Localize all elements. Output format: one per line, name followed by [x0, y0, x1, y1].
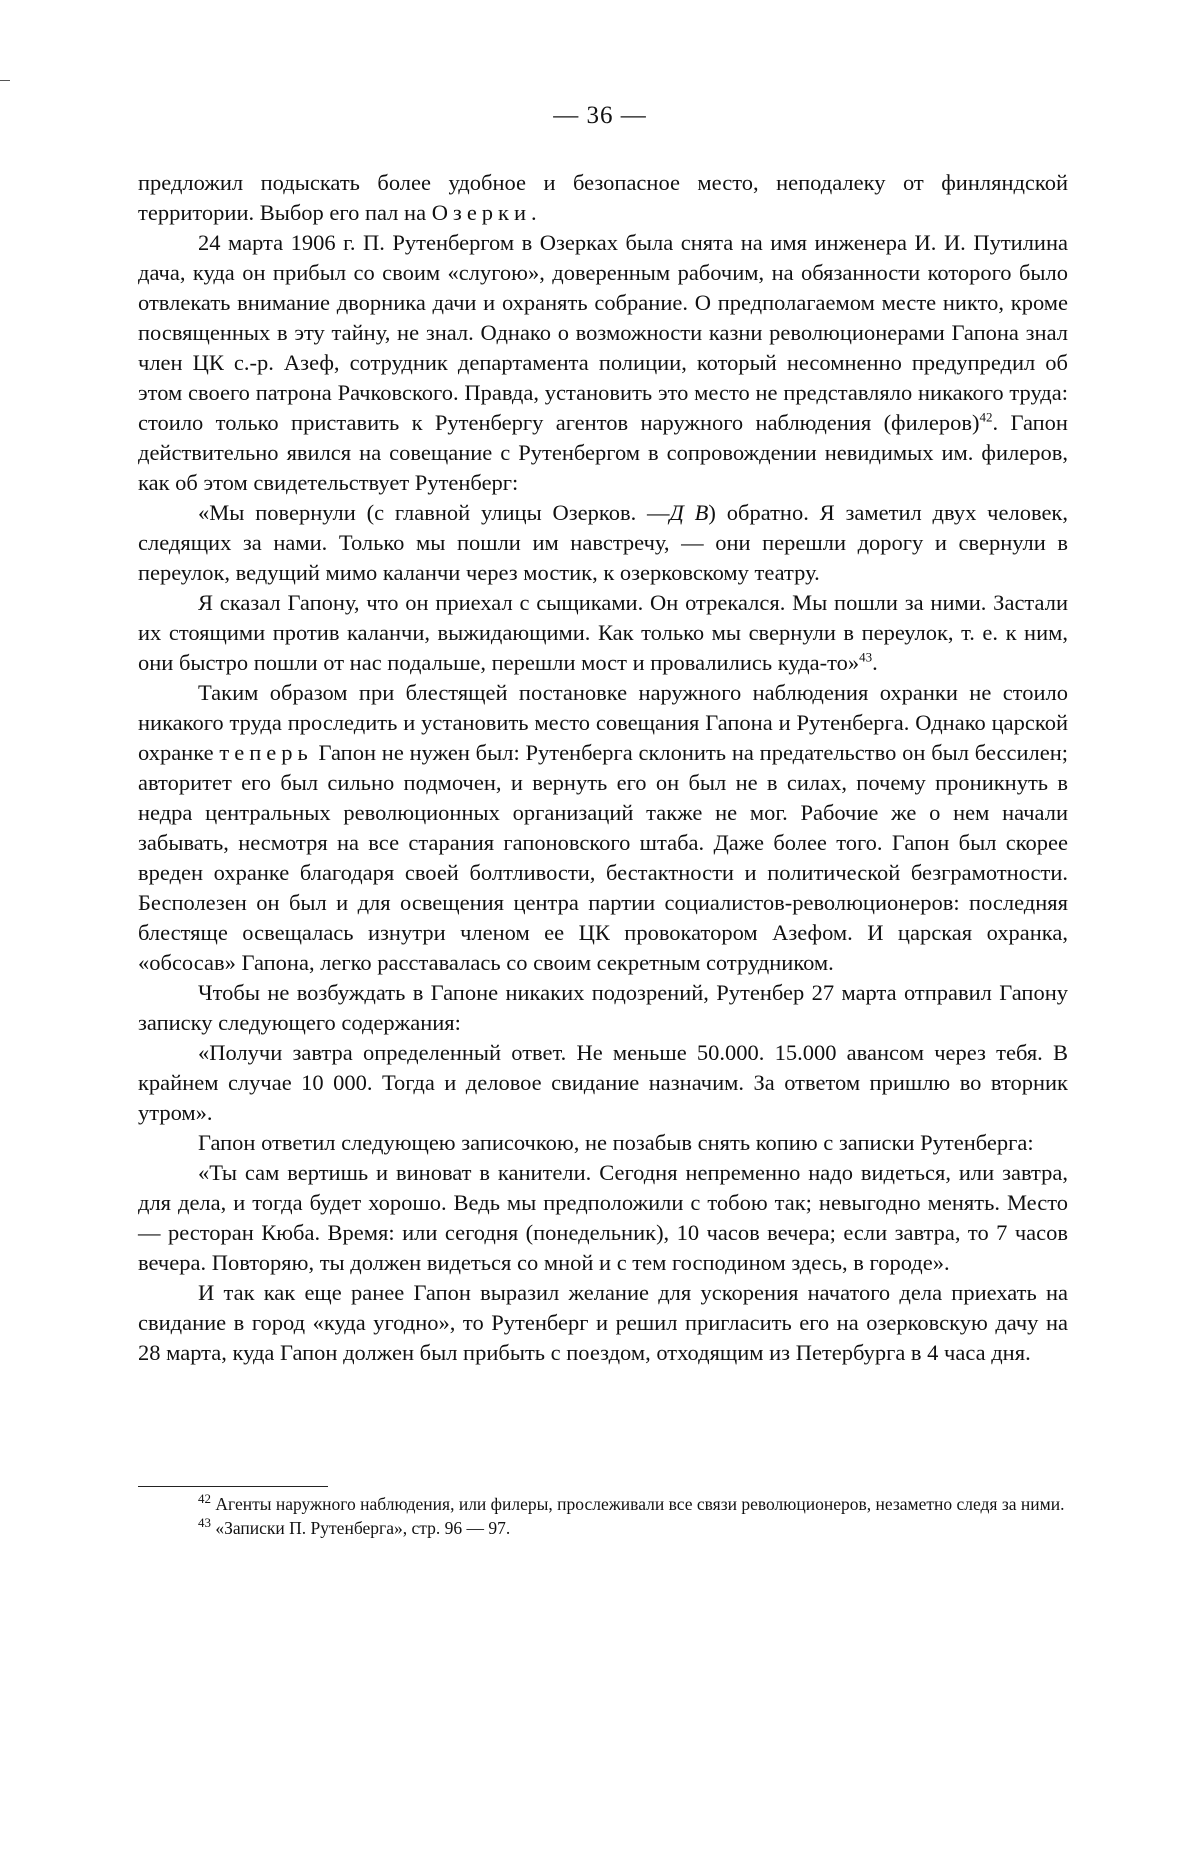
initials-italic: Д В [669, 500, 709, 525]
spaced-emphasis: теперь [219, 740, 313, 765]
paragraph-6: И так как еще ранее Гапон выразил желание для ускорения начатого дела приехать на свидание в город «куда угодно», то Рутенберг и решил пригласить его на озерковскую дачу на 28 марта, куда Гапон должен был прибыть с поездом, отходящим из Петербурга в 4 часа дня. [138, 1280, 1068, 1365]
footnote-42: $^{42}$ Агенты наружного наблюдения, или филеры, прослеживали все связи революционеров, незаметно следя за ними. [198, 1491, 1065, 1514]
footnote-ref-42: 42 [979, 409, 993, 425]
paragraph-5: Гапон ответил следующею записочкою, не позабыв снять копию с записки Рутенберга: [198, 1130, 1034, 1155]
quote-paragraph-1: «Мы повернули (с главной улицы Озерков. —Д В) обратно. Я заметил двух человек, следящих за нами. Только мы пошли им навстречу, — они перешли дорогу и свернули в переулок, ведущий мимо каланчи через мостик, к озерковскому театру. [138, 500, 1068, 585]
page-number: — 36 — [553, 102, 647, 129]
paragraph-2: 24 марта 1906 г. П. Рутенбергом в Озерках была снята на имя инженера И. И. Путилина дача, куда он прибыл со своим «слугою», доверенным рабочим, на обязанности которого было отвлекать внимание дворника дачи и охранять собрание. О предполагаемом месте никто, кроме посвященных в эту тайну, не знал. Однако о возможности казни революционерами Гапона знал член ЦК с.-р. Азеф, сотрудник департамента полиции, который несомненно предупредил об этом своего патрона Рачковского. Правда, установить это место не представляло никакого труда: стоило только приставить к Рутенбергу агентов наружного наблюдения (филеров)$^{42}$. Гапон действительно явился на совещание с Рутенбергом в сопровождении невидимых им. филеров, как об этом свидетельствует Рутенберг: [138, 230, 1068, 495]
note-quote: «Получи завтра определенный ответ. Не меньше 50.000. 15.000 авансом через тебя. В крайнем случае 10 000. Тогда и деловое свидание назначим. За ответом пришлю во вторник утром». [138, 1040, 1068, 1125]
footnote-ref-43: 43 [859, 649, 873, 665]
quote-paragraph-2: Я сказал Гапону, что он приехал с сыщиками. Он отрекался. Мы пошли за ними. Застали их стоящими против каланчи, выжидающими. Как только мы свернули в переулок, т. е. к ним, они быстро пошли от нас подальше, перешли мост и провалились куда-то»$^{43}$. [138, 590, 1068, 675]
paragraph-4: Чтобы не возбуждать в Гапоне никаких подозрений, Рутенбер 27 марта отправил Гапону записку следующего содержания: [138, 980, 1068, 1035]
footnotes [138, 1492, 1068, 1540]
footnote-marker: 42 [198, 1491, 211, 1507]
body-text [138, 168, 1068, 1368]
scan-edge-mark [0, 80, 10, 81]
paragraph-1: предложил подыскать более удобное и безопасное место, неподалеку от финляндской территории. Выбор его пал на Озерки. [138, 170, 1068, 225]
footnote-divider [138, 1486, 328, 1487]
footnote-marker: 43 [198, 1515, 211, 1531]
paragraph-3: Таким образом при блестящей постановке наружного наблюдения охранки не стоило никакого труда проследить и установить место совещания Гапона и Рутенберга. Однако царской охранке теперь Гапон не нужен был: Рутенберга склонить на предательство он был бессилен; авторитет его был сильно подмочен, и вернуть его он был не в силах, почему проникнуть в недра центральных революционных организаций также не мог. Рабочие же о нем начали забывать, несмотря на все старания гапоновского штаба. Даже более того. Гапон был скорее вреден охранке благодаря своей болтливости, бестактности и политической безграмотности. Бесполезен он был и для освещения центра партии социалистов-революционеров: последняя блестяще освещалась изнутри членом ее ЦК провокатором Азефом. И царская охранка, «обсосав» Гапона, легко расставалась со своим секретным сотрудником. [138, 680, 1069, 975]
reply-quote: «Ты сам вертишь и виноват в канители. Сегодня непременно надо видеться, или завтра, для дела, и тогда будет хорошо. Ведь мы предположили с тобою так; невыгодно менять. Место — ресторан Кюба. Время: или сегодня (понедельник), 10 часов вечера; если завтра, то 7 часов вечера. Повторяю, ты должен видеться со мной и с тем господином здесь, в городе». [138, 1160, 1068, 1275]
spaced-place-name: Озерки [431, 200, 532, 225]
footnote-43: $^{43}$ «Записки П. Рутенберга», стр. 96 — 97. [198, 1515, 511, 1538]
